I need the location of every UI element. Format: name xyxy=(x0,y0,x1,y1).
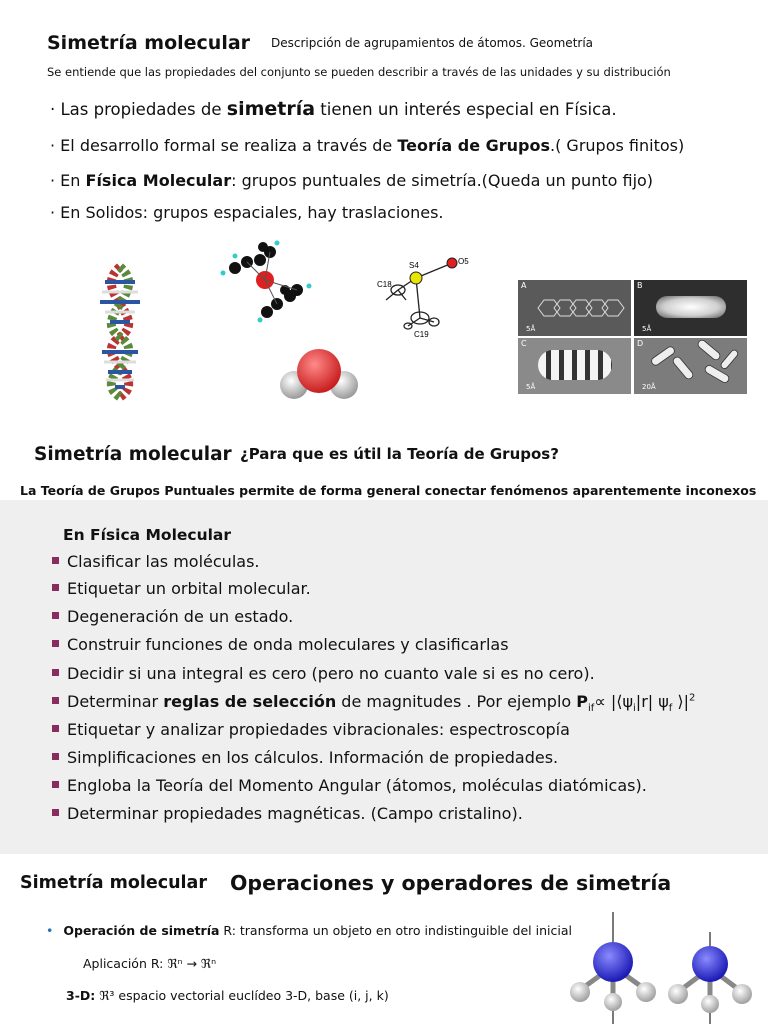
slide-1 xyxy=(0,0,768,420)
label-o5: O5 xyxy=(458,257,469,266)
bullet-text: · En Solidos: grupos espaciales, hay traslaciones. xyxy=(50,203,444,222)
bullet-square-icon xyxy=(52,612,59,619)
three-d-text: ℜ³ espacio vectorial euclídeo 3-D, base (i, j, k) xyxy=(95,988,389,1003)
formula-sub: if xyxy=(588,703,595,715)
formula-exponent: 2 xyxy=(689,692,696,704)
list-item xyxy=(52,804,523,823)
bullet-bold: simetría xyxy=(226,98,316,120)
list-item xyxy=(52,748,558,767)
list-item xyxy=(52,664,595,683)
slide3-heading: Operaciones y operadores de simetría xyxy=(230,871,672,895)
list-item-text: Etiquetar y analizar propiedades vibracionales: espectroscopía xyxy=(67,720,570,739)
bullet-square-icon xyxy=(52,697,59,704)
water-molecule-image xyxy=(278,345,360,407)
formula-sub: f xyxy=(668,703,673,715)
slide2-statement: La Teoría de Grupos Puntuales permite de forma general conectar fenómenos aparentemente inconexos xyxy=(20,483,757,498)
panel-label: C xyxy=(521,339,527,348)
list-item-text: Construir funciones de onda moleculares y clasificarlas xyxy=(67,635,509,654)
bullet-text: · Las propiedades de xyxy=(50,100,227,119)
bullet-dot-icon: • xyxy=(46,923,54,938)
slide2-section-heading: En Física Molecular xyxy=(63,526,232,544)
slide1-bullet-4 xyxy=(50,203,444,222)
formula-part: ∝ |⟨ψ xyxy=(594,692,634,711)
list-item-text: Etiquetar un orbital molecular. xyxy=(67,579,311,598)
bullet-square-icon xyxy=(52,809,59,816)
list-item-text: Clasificar las moléculas. xyxy=(67,552,260,571)
afm-rings xyxy=(538,350,612,380)
slide1-subtitle: Descripción de agrupamientos de átomos. Geometría xyxy=(271,36,594,50)
bullet-square-icon xyxy=(52,781,59,788)
bullet-square-icon xyxy=(52,753,59,760)
slide1-title: Simetría molecular xyxy=(47,32,251,54)
operation-text: R: transforma un objeto en otro indistinguible del inicial xyxy=(219,923,572,938)
list-item-text: Degeneración de un estado. xyxy=(67,607,294,626)
panel-label: A xyxy=(521,281,527,290)
three-d-bold: 3-D: xyxy=(66,988,96,1003)
list-item-text: Determinar xyxy=(67,692,164,711)
operation-definition xyxy=(46,923,572,938)
formula-part: |r| ψ xyxy=(635,692,669,711)
label-c18: C18 xyxy=(377,280,392,289)
slide-3 xyxy=(0,854,768,1024)
list-item-bold: reglas de selección xyxy=(163,692,337,711)
operation-bold: Operación de simetría xyxy=(63,923,220,938)
bullet-square-icon xyxy=(52,640,59,647)
list-item xyxy=(52,579,311,598)
list-item-text: Simplificaciones en los cálculos. Información de propiedades. xyxy=(67,748,559,767)
bullet-text: tienen un interés especial en Física. xyxy=(315,100,617,119)
bullet-bold: Teoría de Grupos xyxy=(397,136,550,155)
slide2-question: ¿Para que es útil la Teoría de Grupos? xyxy=(240,445,559,463)
stm-blob xyxy=(656,296,726,318)
list-item xyxy=(52,607,293,626)
scale-label: 5Å xyxy=(526,325,536,333)
panel-label: B xyxy=(637,281,643,290)
bullet-text: · En xyxy=(50,171,86,190)
list-item-text: de magnitudes . Por ejemplo xyxy=(336,692,577,711)
ammonia-molecules-image xyxy=(558,912,768,1024)
bullet-square-icon xyxy=(52,584,59,591)
panel-c xyxy=(518,338,631,394)
slide1-intro: Se entiende que las propiedades del conjunto se pueden describir a través de las unidades y su distribución xyxy=(47,65,671,79)
formula-sub: i xyxy=(633,703,636,715)
ferrocene-image xyxy=(215,240,315,325)
slide-2 xyxy=(0,420,768,854)
panel-a xyxy=(518,280,631,336)
label-c19: C19 xyxy=(414,330,429,339)
scale-label: 20Å xyxy=(642,383,656,391)
list-item-text: Engloba la Teoría del Momento Angular (átomos, moléculas diatómicas). xyxy=(67,776,647,795)
slide2-title: Simetría molecular xyxy=(34,444,232,465)
list-item xyxy=(52,776,647,795)
list-item-selection-rules xyxy=(52,692,695,714)
panel-d xyxy=(634,338,747,394)
list-item xyxy=(52,552,260,571)
formula-part: ⟩| xyxy=(672,692,690,711)
scale-label: 5Å xyxy=(526,383,536,391)
bullet-text: : grupos puntuales de simetría.(Queda un punto fijo) xyxy=(231,171,654,190)
application-line: Aplicación R: ℜⁿ → ℜⁿ xyxy=(83,956,217,971)
sulfoxide-structure-image xyxy=(368,230,478,350)
panel-label: D xyxy=(637,339,644,348)
slide3-title: Simetría molecular xyxy=(20,873,207,893)
dna-helix-image xyxy=(80,262,160,402)
bullet-text: .( Grupos finitos) xyxy=(550,136,685,155)
scale-label: 5Å xyxy=(642,325,652,333)
bullet-square-icon xyxy=(52,725,59,732)
formula-p: P xyxy=(576,692,588,711)
list-item-text: Decidir si una integral es cero (pero no cuanto vale si es no cero). xyxy=(67,664,595,683)
bullet-bold: Física Molecular xyxy=(85,171,232,190)
list-item xyxy=(52,635,509,654)
list-item-text: Determinar propiedades magnéticas. (Campo cristalino). xyxy=(67,804,523,823)
panel-b xyxy=(634,280,747,336)
bullet-square-icon xyxy=(52,669,59,676)
label-s4: S4 xyxy=(409,261,419,270)
three-d-line xyxy=(66,988,389,1003)
slide1-bullet-1 xyxy=(50,98,617,120)
list-item xyxy=(52,720,570,739)
afm-panels-image xyxy=(518,280,747,394)
slide1-bullet-3 xyxy=(50,171,653,190)
bullet-square-icon xyxy=(52,557,59,564)
slide1-bullet-2 xyxy=(50,136,684,155)
bullet-text: · El desarrollo formal se realiza a través de xyxy=(50,136,398,155)
